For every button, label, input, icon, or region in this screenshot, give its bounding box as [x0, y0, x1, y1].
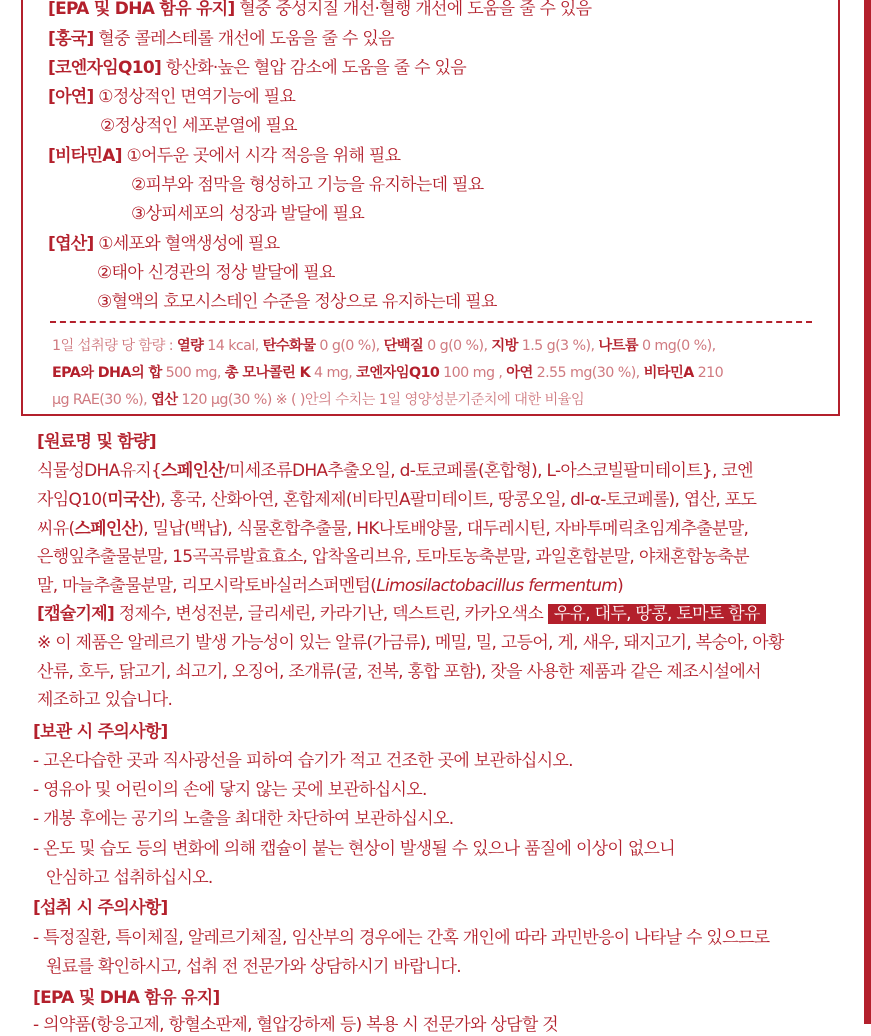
storage-line: - 영유아 및 어린이의 손에 닿지 않는 곳에 보관하십시오.: [33, 780, 427, 800]
nutrient-name: 열량: [176, 338, 204, 354]
function-text: ②태아 신경관의 정상 발달에 필요: [97, 263, 335, 283]
nutrient-name: 나트륨: [598, 338, 638, 354]
nutrient-value: 1일 섭취량 당 함량 :: [52, 338, 177, 354]
text: ): [617, 576, 624, 596]
nutrient-name: EPA와 DHA의 합: [52, 365, 162, 381]
function-line-zinc-2: [100, 115, 297, 137]
ingredients-heading: [원료명 및 함량]: [37, 432, 156, 452]
allergy-notice-1: ※ 이 제품은 알레르기 발생 가능성이 있는 알류(가금류), 메밀, 밀, 고등어, 게, 새우, 돼지고기, 복숭아, 아황: [37, 633, 784, 653]
function-text: 혈중 중성지질 개선·혈행 개선에 도움을 줄 수 있음: [234, 0, 592, 19]
nutrient-value: 1.5 g(3 %),: [517, 338, 599, 354]
function-text: ③혈액의 호모시스테인 수준을 정상으로 유지하는데 필요: [97, 292, 497, 312]
nutrient-value: 0 g(0 %),: [315, 338, 384, 354]
function-label: [비타민A]: [48, 146, 122, 166]
function-label: [코엔자임Q10]: [48, 58, 162, 78]
capsule-text: 정제수, 변성전분, 글리세린, 카라기난, 덱스트린, 카카오색소: [114, 604, 548, 624]
storage-line: 안심하고 섭취하십시오.: [46, 868, 213, 888]
ingredients-line-1: [37, 460, 753, 482]
nutrient-name: 지방: [491, 338, 518, 354]
nutrient-value: 500 mg,: [161, 365, 225, 381]
nutrition-line-1: [52, 335, 716, 357]
function-line-vitamin-a-3: [131, 203, 364, 225]
latin-name: Limosilactobacillus fermentum: [376, 576, 618, 596]
nutrient-name: 엽산: [151, 392, 178, 408]
ingredients-line-5: [37, 575, 623, 597]
function-text: ①정상적인 면역기능에 필요: [93, 87, 296, 107]
function-label: [홍국]: [48, 29, 94, 49]
nutrient-name: 탄수화물: [262, 338, 316, 354]
text: ), 밀납(백납), 식물혼합추출물, HK나토배양물, 대두레시틴, 자바투메릭초임계추출분말,: [137, 519, 749, 539]
nutrient-name: 코엔자임Q10: [356, 365, 440, 381]
function-line-vitamin-a-2: [131, 174, 484, 196]
text: 씨유(: [37, 519, 75, 539]
function-label: [엽산]: [48, 234, 94, 254]
nutrient-value: μg RAE(30 %),: [52, 392, 152, 408]
nutrition-line-3: [52, 389, 584, 411]
text: 말, 마늘추출물분말, 리모시락토바실러스퍼멘텀(: [37, 576, 377, 596]
epa-line: - 의약품(항응고제, 항혈소판제, 혈압강하제 등) 복용 시 전문가와 상담할 것: [33, 1015, 558, 1035]
right-edge-bar: [864, 0, 871, 1024]
capsule-label: [캡슐기제]: [37, 604, 115, 624]
ingredients-line-4: 은행잎추출물분말, 15곡곡류발효효소, 압착올리브유, 토마토농축분말, 과일혼합분말, 야채혼합농축분: [37, 547, 749, 567]
nutrition-line-2: [52, 362, 723, 384]
capsule-line: [37, 603, 766, 625]
allergen-highlight: 우유, 대두, 땅콩, 토마토 함유: [548, 604, 766, 624]
intake-line: - 특정질환, 특이체질, 알레르기체질, 임산부의 경우에는 간혹 개인에 따라 과민반응이 나타날 수 있으므로: [33, 928, 770, 948]
text: 자임Q10(: [37, 490, 108, 510]
allergy-notice-3: 제조하고 있습니다.: [37, 690, 173, 710]
nutrient-value: 120 μg(30 %) ※ ( )안의 수치는 1일 영양성분기준치에 대한 비율임: [177, 392, 585, 408]
function-text: ③상피세포의 성장과 발달에 필요: [131, 204, 365, 224]
nutrient-value: 0 mg(0 %),: [638, 338, 716, 354]
intake-line: 원료를 확인하시고, 섭취 전 전문가와 상담하시기 바랍니다.: [46, 957, 461, 977]
epa-heading: [EPA 및 DHA 함유 유지]: [33, 988, 220, 1008]
origin-bold: 미국산: [107, 490, 155, 510]
nutrient-name: 아연: [506, 365, 533, 381]
nutrient-value: 4 mg,: [310, 365, 357, 381]
function-text: 항산화·높은 혈압 감소에 도움을 줄 수 있음: [161, 58, 466, 78]
intake-heading: [섭취 시 주의사항]: [33, 898, 168, 918]
text: 식물성DHA유지{: [37, 461, 162, 481]
text: ), 홍국, 산화아연, 혼합제제(비타민A팔미테이트, 땅콩오일, dl-α-토코페롤), 엽산, 포도: [154, 490, 757, 510]
ingredients-line-3: [37, 518, 748, 540]
nutrient-value: 210: [693, 365, 724, 381]
text: /미세조류DHA추출오일, d-토코페롤(혼합형), L-아스코빌팔미테이트}, 코엔: [224, 461, 753, 481]
origin-bold: 스페인산: [161, 461, 225, 481]
nutrient-value: 2.55 mg(30 %),: [532, 365, 644, 381]
function-line-epa: [48, 0, 591, 20]
nutrient-value: 14 kcal,: [203, 338, 263, 354]
nutrient-value: 0 g(0 %),: [423, 338, 492, 354]
function-line-vitamin-a: [48, 145, 400, 167]
storage-line: - 개봉 후에는 공기의 노출을 최대한 차단하여 보관하십시오.: [33, 809, 454, 829]
storage-line: - 온도 및 습도 등의 변화에 의해 캡슐이 붙는 현상이 발생될 수 있으나 품질에 이상이 없으니: [33, 839, 675, 859]
function-line-red-yeast: [48, 28, 394, 50]
function-line-folate-2: [97, 262, 335, 284]
storage-line: - 고온다습한 곳과 직사광선을 피하여 습기가 적고 건조한 곳에 보관하십시오.: [33, 751, 573, 771]
nutrient-name: 단백질: [383, 338, 424, 354]
function-text: ②정상적인 세포분열에 필요: [100, 116, 297, 136]
function-label: [EPA 및 DHA 함유 유지]: [48, 0, 235, 19]
function-line-zinc: [48, 86, 295, 108]
function-line-coq10: [48, 57, 466, 79]
allergy-notice-2: 산류, 호두, 닭고기, 쇠고기, 오징어, 조개류(굴, 전복, 홍합 포함), 잣을 사용한 제품과 같은 제조시설에서: [37, 662, 761, 682]
function-text: ①어두운 곳에서 시각 적응을 위해 필요: [121, 146, 401, 166]
function-text: ①세포와 혈액생성에 필요: [93, 234, 280, 254]
function-line-folate-3: [97, 291, 497, 313]
function-line-folate: [48, 233, 279, 255]
function-text: ②피부와 점막을 형성하고 기능을 유지하는데 필요: [131, 175, 484, 195]
nutrient-value: 100 mg ,: [439, 365, 507, 381]
nutrient-name: 비타민A: [643, 365, 694, 381]
origin-bold: 스페인산: [74, 519, 138, 539]
nutrient-name: 총 모나콜린 K: [224, 365, 311, 381]
function-text: 혈중 콜레스테롤 개선에 도움을 줄 수 있음: [93, 29, 394, 49]
storage-heading: [보관 시 주의사항]: [33, 722, 168, 742]
ingredients-line-2: [37, 489, 756, 511]
function-label: [아연]: [48, 87, 94, 107]
dashed-divider: [50, 321, 812, 323]
